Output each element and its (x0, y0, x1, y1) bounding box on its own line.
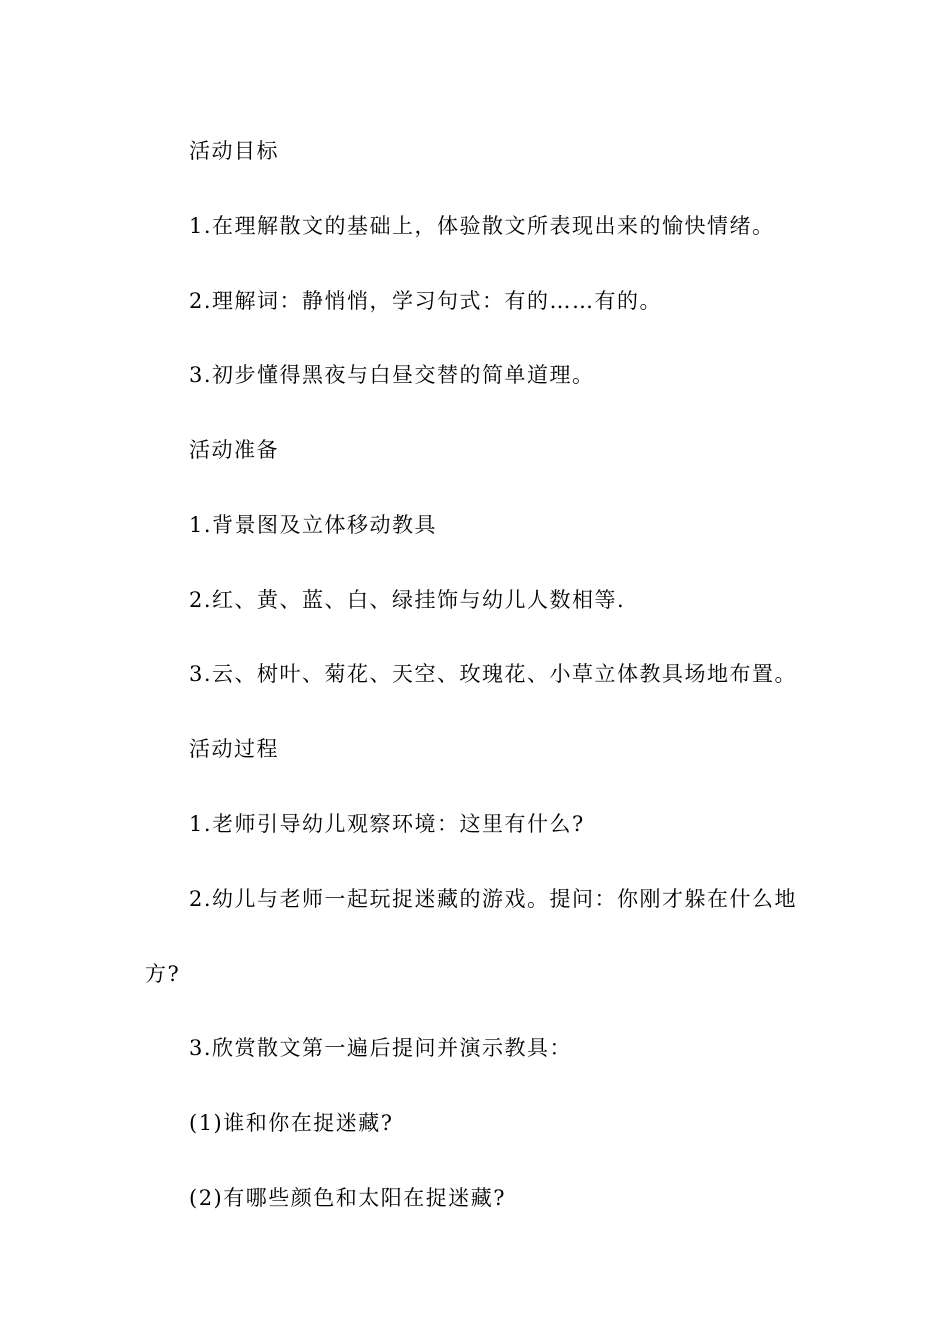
paragraph-process-3: 3.欣赏散文第一遍后提问并演示教具： (189, 1036, 573, 1060)
heading-activity-goals: 活动目标 (189, 139, 279, 163)
paragraph-prep-1: 1.背景图及立体移动教具 (189, 513, 438, 537)
paragraph-process-2: 2.幼儿与老师一起玩捉迷藏的游戏。提问：你刚才躲在什么地 (189, 887, 798, 911)
paragraph-process-1: 1.老师引导幼儿观察环境：这里有什么? (189, 812, 585, 836)
paragraph-goal-3: 3.初步懂得黑夜与白昼交替的简单道理。 (189, 363, 595, 387)
heading-activity-process: 活动过程 (189, 737, 279, 761)
paragraph-goal-1: 1.在理解散文的基础上，体验散文所表现出来的愉快情绪。 (189, 214, 775, 238)
heading-activity-preparation: 活动准备 (189, 438, 279, 462)
paragraph-prep-2: 2.红、黄、蓝、白、绿挂饰与幼儿人数相等. (189, 588, 626, 612)
paragraph-process-2-continued: 方? (145, 962, 181, 986)
paragraph-goal-2: 2.理解词：静悄悄，学习句式：有的……有的。 (189, 289, 663, 313)
paragraph-prep-3: 3.云、树叶、菊花、天空、玫瑰花、小草立体教具场地布置。 (189, 662, 798, 686)
paragraph-question-2: (2)有哪些颜色和太阳在捉迷藏? (189, 1186, 507, 1210)
paragraph-question-1: (1)谁和你在捉迷藏? (189, 1111, 394, 1135)
